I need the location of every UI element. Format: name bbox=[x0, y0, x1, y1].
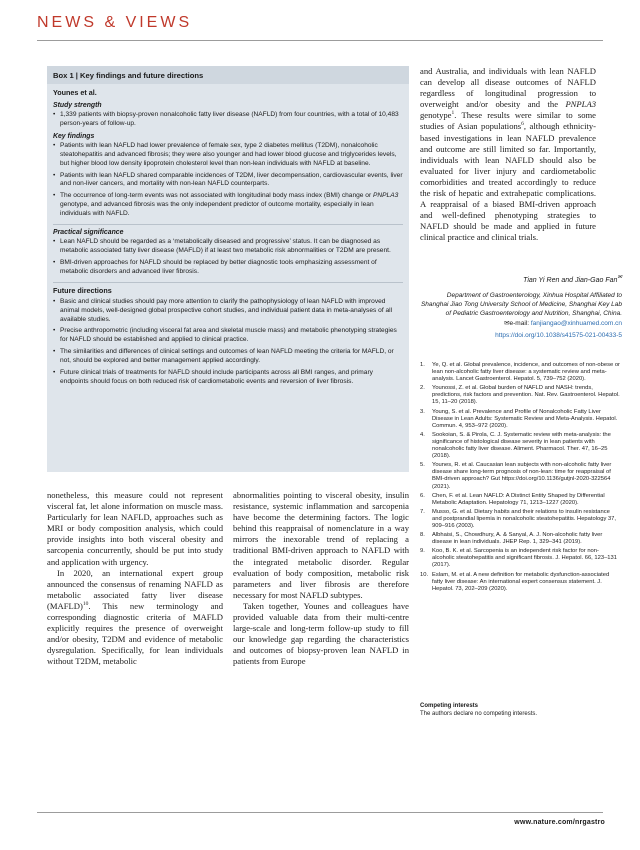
reference-text: Young, S. et al. Prevalence and Profile of Nonalcoholic Fatty Liver Disease in Lean Adults: Systematic Review and Meta-Analysis. Hepatol. Commun. 4, 953–972 (2020). bbox=[432, 408, 618, 429]
key-findings-list bbox=[53, 142, 403, 219]
reference-text: Koo, B. K. et al. Sarcopenia is an independent risk factor for non-alcoholic steatohepatitis and significant fibrosis. J. Hepatol. 66, 123–131 (2017). bbox=[432, 548, 617, 569]
body-column-3 bbox=[420, 66, 596, 244]
box-divider bbox=[53, 224, 403, 225]
email-link[interactable]: fanjiangao@xinhuamed.com.cn bbox=[530, 320, 622, 327]
reference-number: 6. bbox=[420, 492, 425, 499]
reference-item bbox=[420, 532, 620, 546]
box-title-text: Key findings and future directions bbox=[77, 71, 204, 80]
reference-number: 10. bbox=[420, 571, 429, 578]
citation[interactable]: 6 bbox=[521, 121, 524, 128]
paragraph: Taken together, Younes and colleagues have provided valuable data from their multi-centre large-scale and long-term follow-up study to fill our knowledge gap regarding the characteristics and outcomes of biopsy-proven lean NAFLD in patients from Europe bbox=[233, 600, 409, 667]
reference-text: Sookoian, S. & Pirola, C. J. Systematic review with meta-analysis: the significance of histological disease severity in lean patients with nonalcoholic fatty liver disease. Aliment. Pharmacol. Ther. 47, 16–25 (2018). bbox=[432, 431, 611, 460]
paragraph-text: and Australia, and individuals with lean NAFLD can develop all disease outcomes of NAFLD regardless of longitudinal progression to overweight and/or obesity and the bbox=[420, 66, 596, 110]
reference-item bbox=[420, 509, 620, 530]
author-names bbox=[420, 276, 622, 285]
reference-item bbox=[420, 572, 620, 593]
list-item: • The similarities and differences of clinical settings and outcomes of lean NAFLD meeting the criteria for MAFLD, or not, should be explored and better management applied accordingly. bbox=[53, 348, 403, 366]
gene-name: PNPLA3 bbox=[565, 99, 596, 110]
key-findings-box bbox=[47, 66, 409, 472]
doi-link[interactable]: https://doi.org/10.1038/s41575-021-00433-5 bbox=[495, 332, 622, 339]
paragraph-text: genotype bbox=[420, 110, 452, 121]
author-affiliation: Department of Gastroenterology, Xinhua Hospital Affiliated to Shanghai Jiao Tong University School of Medicine, Shanghai Key Lab of Pediatric Gastroenterology and Nutrition, Shanghai, China. bbox=[420, 292, 622, 317]
reference-number: 9. bbox=[420, 548, 425, 555]
strength-list bbox=[53, 111, 403, 129]
list-item: • 1,339 patients with biopsy-proven nonalcoholic fatty liver disease (NAFLD) from four countries, with a total of 10,483 person-years of follow-up. bbox=[53, 111, 403, 129]
box-title bbox=[47, 66, 409, 84]
list-item: • Patients with lean NAFLD shared comparable incidences of T2DM, liver decompensation, cardiovascular events, liver and non-liver cancers, and mortality with non-lean NAFLD counterparts. bbox=[53, 172, 403, 190]
list-item: • Future clinical trials of treatments for NAFLD should include participants across all BMI ranges, and primary endpoints should focus on both reduced risk of cardiometabolic events and reversion of liver fibrosis. bbox=[53, 369, 403, 387]
paragraph bbox=[420, 66, 596, 244]
citation[interactable]: 10 bbox=[82, 601, 89, 608]
list-item: • BMI-driven approaches for NAFLD should be replaced by better diagnostic tools emphasizing assessment of metabolic disorders and advanced liver fibrosis. bbox=[53, 259, 403, 277]
reference-number: 3. bbox=[420, 408, 425, 415]
paragraph-text: . This new terminology and corresponding diagnostic criteria of MAFLD explicitly requires the presence of overweight and/or obesity, T2DM and evidence of metabolic dysregulation. Specifically, for lean individuals without T2DM, metabolic bbox=[47, 600, 223, 667]
reference-text: Chen, F. et al. Lean NAFLD: A Distinct Entity Shaped by Differential Metabolic Adaptation. Hepatology 71, 1213–1227 (2020). bbox=[432, 492, 605, 506]
paragraph bbox=[47, 568, 223, 668]
header-divider bbox=[37, 40, 603, 41]
reference-item bbox=[420, 548, 620, 569]
body-column-2 bbox=[233, 490, 409, 668]
email-marker-icon: ✉ bbox=[617, 274, 622, 281]
list-item: • The occurrence of long-term events was not associated with longitudinal body mass index (BMI) change or PNPLA3 genotype, and advanced fibrosis was the only independent predictor of outcome mortality, especially in lean individuals with NAFLD. bbox=[53, 192, 403, 219]
competing-interests bbox=[420, 702, 620, 718]
reference-item bbox=[420, 493, 620, 507]
footer-divider bbox=[37, 812, 603, 813]
body-column-1 bbox=[47, 490, 223, 668]
key-findings-heading: Key findings bbox=[53, 132, 95, 140]
box-study-heading: Younes et al. bbox=[53, 88, 97, 97]
reference-number: 4. bbox=[420, 431, 425, 438]
reference-item bbox=[420, 409, 620, 430]
paragraph: nonetheless, this measure could not represent visceral fat, let alone information on muscle mass. Particularly for lean NAFLD, approaches such as MRI or body composition analysis, which could provide insights into both visceral obesity and sarcopenia concurrently, should be put into study and application with urgency. bbox=[47, 490, 223, 567]
strength-heading: Study strength bbox=[53, 102, 102, 109]
reference-text: Ye, Q. et al. Global prevalence, incidence, and outcomes of non-obese or lean non-alcoholic fatty liver disease: a systematic review and meta-analysis. Lancet Gastroenterol. Hepatol. 5, 739–752 (2020). bbox=[432, 362, 620, 383]
future-heading: Future directions bbox=[53, 285, 112, 295]
reference-number: 1. bbox=[420, 362, 425, 368]
reference-item bbox=[420, 385, 620, 406]
reference-text: Eslam, M. et al. A new definition for metabolic dysfunction-associated fatty liver disease: An international expert consensus statement. J. Hepatol. 73, 202–209 (2020). bbox=[432, 571, 610, 592]
journal-section-title: NEWS & VIEWS bbox=[37, 14, 193, 31]
email-label: ✉e-mail: bbox=[504, 320, 531, 327]
reference-list bbox=[420, 362, 620, 595]
box-number: Box 1 | bbox=[53, 71, 78, 80]
reference-number: 8. bbox=[420, 532, 425, 539]
reference-item bbox=[420, 362, 620, 383]
list-item: • Lean NAFLD should be regarded as a ‘metabolically diseased and progressive’ status. It can be diagnosed as metabolic associated fatty liver disease (MAFLD) if at least two metabolic risk abnormalities or T2DM are present. bbox=[53, 238, 403, 256]
paragraph-text: , although ethnicity-based investigations in lean NAFLD prevalence and outcome are still limited so far. Importantly, individuals with lean NAFLD should also be evaluated for liver injury and cardiometabolic comorbidities and treated accordingly to reduce the risk of hepatic and extrahepatic complications. A reappraisal of a biased BMI-driven approach and well-defined phenotyping strategies to NAFLD should be made and applied in future clinical practice and clinical trials. bbox=[420, 121, 596, 243]
reference-number: 5. bbox=[420, 462, 425, 469]
paragraph: abnormalities pointing to visceral obesity, insulin resistance, systemic inflammation and sarcopenia have become the determining factors. The logic behind this reappraisal of nomenclature in a way mirrors the inexorable trend of replacing a traditional BMI-driven approach to NAFLD with the integrated metabolic disorder. Regular evaluation of body composition, metabolic risk parameters and liver fibrosis are therefore necessary for most NAFLD subtypes. bbox=[233, 490, 409, 600]
journal-url[interactable]: www.nature.com/nrgastro bbox=[514, 819, 605, 826]
reference-text: Younossi, Z. et al. Global burden of NAFLD and NASH: trends, predictions, risk factors and prevention. Nat. Rev. Gastroenterol. Hepatol. 15, 11–20 (2018). bbox=[432, 385, 620, 406]
reference-text: Younes, R. et al. Caucasian lean subjects with non-alcoholic fatty liver disease share long-term prognosis of non-lean: time for reappraisal of BMI-driven approach? Gut https://doi.org/10.1136/gutjnl-2020-322564 (2021). bbox=[432, 462, 612, 490]
citation[interactable]: 1 bbox=[451, 110, 455, 117]
competing-heading: Competing interests bbox=[420, 703, 479, 709]
author-email bbox=[420, 319, 622, 328]
list-item: • Patients with lean NAFLD had lower prevalence of female sex, type 2 diabetes mellitus (T2DM), nonalcoholic steatohepatitis and advanced fibrosis; they were also younger and had lower blood glucose and triglycerides levels, but higher blood low density lipoprotein cholesterol level than non-lean individuals with NAFLD at baseline. bbox=[53, 142, 403, 169]
reference-number: 2. bbox=[420, 385, 425, 392]
practical-heading: Practical significance bbox=[53, 229, 124, 237]
box-divider bbox=[53, 282, 403, 283]
author-block bbox=[420, 276, 622, 340]
reference-text: Musso, G. et al. Dietary habits and their relations to insulin resistance and postprandial lipemia in nonalcoholic steatohepatitis. Hepatology 37, 909–916 (2003). bbox=[432, 508, 617, 529]
reference-text: Albhaisi, S., Chowdhury, A. & Sanyal, A. J. Non-alcoholic fatty liver disease in lean individuals. JHEP Rep. 1, 329–341 (2019). bbox=[432, 532, 603, 546]
practical-list bbox=[53, 238, 403, 277]
paragraph-text: In 2020, an international expert group announced the consensus of renaming NAFLD as metabolic associated fatty liver disease (MAFLD) bbox=[47, 567, 223, 611]
competing-text: The authors declare no competing interests. bbox=[420, 711, 538, 717]
reference-number: 7. bbox=[420, 508, 425, 515]
paragraph-text: . These results were similar to some studies of Asian populations bbox=[420, 110, 596, 132]
author-names-text: Tian Yi Ren and Jian-Gao Fan bbox=[523, 277, 618, 284]
reference-item bbox=[420, 432, 620, 460]
future-list bbox=[53, 298, 403, 387]
list-item: • Basic and clinical studies should pay more attention to clarify the pathophysiology of lean NAFLD with improved animal models, well-designed global prospective cohort studies, and individual patient data in meta-analyses of all available studies. bbox=[53, 298, 403, 325]
reference-item bbox=[420, 462, 620, 490]
list-item: • Precise anthropometric (including visceral fat area and skeletal muscle mass) and metabolic phenotyping strategies for NAFLD should be established and applied to clinical practice. bbox=[53, 327, 403, 345]
